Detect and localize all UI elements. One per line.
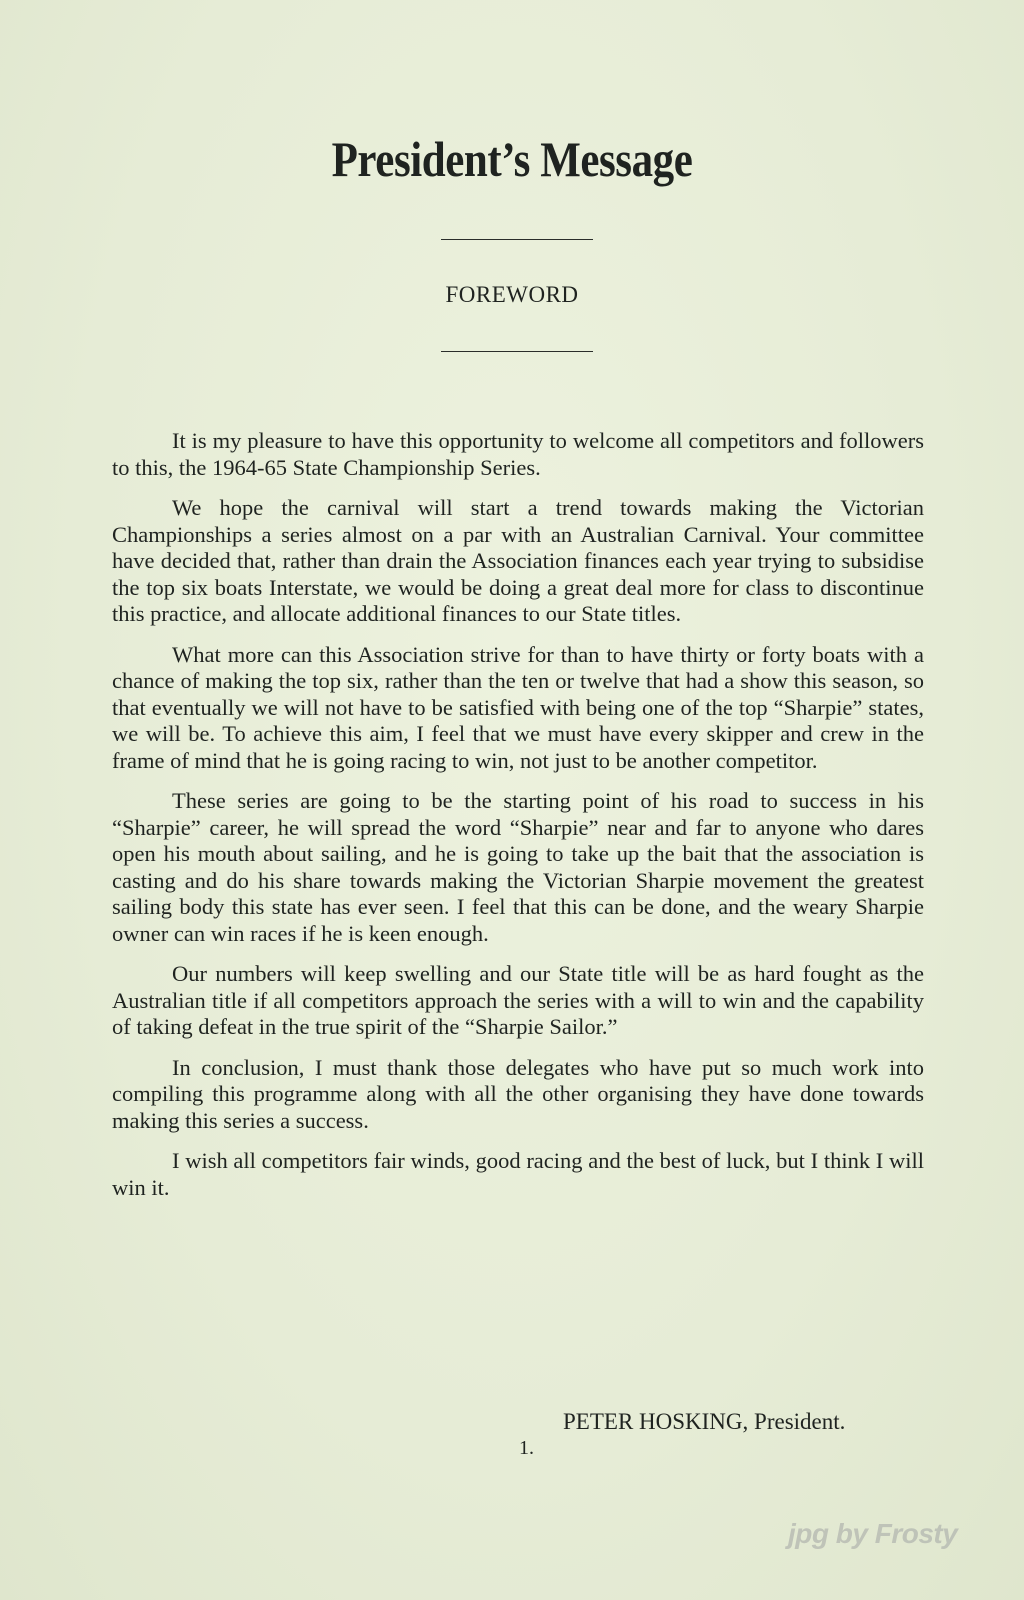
paragraph-1: It is my pleasure to have this opportunity to welcome all competitors and followers to this, the 1964-65 State Championship Series. — [112, 428, 924, 480]
page-title: President’s Message — [331, 131, 693, 187]
page-number: 1. — [519, 1437, 534, 1459]
message-body — [112, 428, 924, 1215]
paragraph-4: These series are going to be the starting point of his road to success in his “Sharpie” career, he will spread the word “Sharpie” near and far to anyone who dares open his mouth about sailing, and he is going to take up the bait that the association is casting and do his share towards making the Victorian Sharpie movement the greatest sailing body this state has ever seen. I feel that this can be done, and the weary Sharpie owner can win races if he is keen enough. — [112, 788, 924, 946]
paragraph-6: In conclusion, I must thank those delegates who have put so much work into compiling this programme along with all the other organising they have done towards making this series a success. — [112, 1054, 924, 1133]
signature: PETER HOSKING, President. — [563, 1409, 846, 1434]
paragraph-5: Our numbers will keep swelling and our State title will be as hard fought as the Australian title if all competitors approach the series with a will to win and the capability of taking defeat in the true spirit of the “Sharpie Sailor.” — [112, 961, 924, 1039]
section-heading: FOREWORD — [445, 282, 579, 307]
paragraph-7: I wish all competitors fair winds, good racing and the best of luck, but I think I will win it. — [112, 1148, 924, 1200]
bottom-divider — [441, 351, 593, 352]
paragraph-3: What more can this Association strive for than to have thirty or forty boats with a chance of making the top six, rather than the ten or twelve that had a show this season, so that eventually we will not have to be satisfied with being one of the top “Sharpie” states, we will be. To achieve this aim, I feel that we must have every skipper and crew in the frame of mind that he is going racing to win, not just to be another competitor. — [112, 641, 924, 773]
watermark-text: jpg by Frosty — [788, 1518, 958, 1549]
top-divider — [441, 239, 593, 240]
paragraph-2: We hope the carnival will start a trend towards making the Victorian Championships a series almost on a par with an Australian Carnival. Your committee have decided that, rather than drain the Association finances each year trying to subsidise the top six boats Interstate, we would be doing a great deal more for class to discontinue this practice, and allocate additional finances to our State titles. — [112, 495, 924, 626]
